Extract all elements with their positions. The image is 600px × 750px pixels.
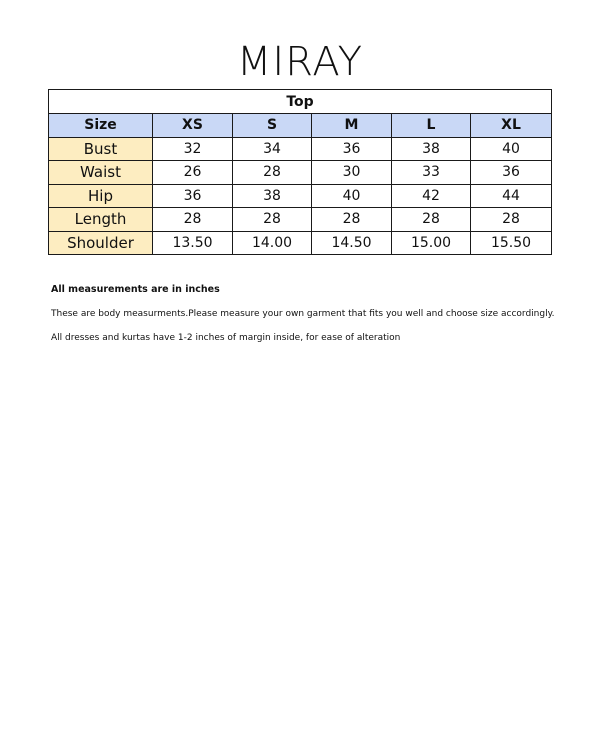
margin-note: All dresses and kurtas have 1-2 inches of margin inside, for ease of alteration — [51, 333, 401, 343]
table-cell: 15.50 — [471, 231, 552, 255]
table-cell: 13.50 — [153, 231, 233, 255]
table-header-row — [49, 114, 552, 138]
table-cell: 28 — [233, 161, 312, 185]
table-cell: 34 — [233, 137, 312, 161]
table-cell: 33 — [392, 161, 471, 185]
table-cell: 30 — [312, 161, 392, 185]
table-cell: 36 — [312, 137, 392, 161]
header-l: L — [392, 114, 471, 138]
table-cell: 28 — [153, 208, 233, 232]
brand-logo: MIRAY — [236, 39, 364, 85]
table-cell: 40 — [312, 184, 392, 208]
table-cell: 28 — [233, 208, 312, 232]
header-xl: XL — [471, 114, 552, 138]
header-s: S — [233, 114, 312, 138]
table-cell: 28 — [392, 208, 471, 232]
row-label-hip: Hip — [49, 184, 153, 208]
table-cell: 44 — [471, 184, 552, 208]
table-title: Top — [49, 90, 552, 114]
table-row — [49, 231, 552, 255]
header-size: Size — [49, 114, 153, 138]
table-cell: 28 — [471, 208, 552, 232]
table-cell: 14.50 — [312, 231, 392, 255]
table-title-row — [49, 90, 552, 114]
body-measurement-note: These are body measurments.Please measure your own garment that fits you well and choose size accordingly. — [51, 309, 555, 319]
table-cell: 38 — [233, 184, 312, 208]
table-cell: 38 — [392, 137, 471, 161]
table-row — [49, 137, 552, 161]
row-label-bust: Bust — [49, 137, 153, 161]
size-chart-table — [48, 89, 552, 255]
header-xs: XS — [153, 114, 233, 138]
table-row — [49, 208, 552, 232]
row-label-length: Length — [49, 208, 153, 232]
table-cell: 40 — [471, 137, 552, 161]
table-cell: 36 — [153, 184, 233, 208]
table-cell: 32 — [153, 137, 233, 161]
table-cell: 36 — [471, 161, 552, 185]
table-cell: 15.00 — [392, 231, 471, 255]
table-cell: 28 — [312, 208, 392, 232]
table-row — [49, 184, 552, 208]
table-cell: 26 — [153, 161, 233, 185]
table-row — [49, 161, 552, 185]
row-label-shoulder: Shoulder — [49, 231, 153, 255]
table-cell: 42 — [392, 184, 471, 208]
row-label-waist: Waist — [49, 161, 153, 185]
table-cell: 14.00 — [233, 231, 312, 255]
header-m: M — [312, 114, 392, 138]
units-note: All measurements are in inches — [51, 284, 220, 295]
